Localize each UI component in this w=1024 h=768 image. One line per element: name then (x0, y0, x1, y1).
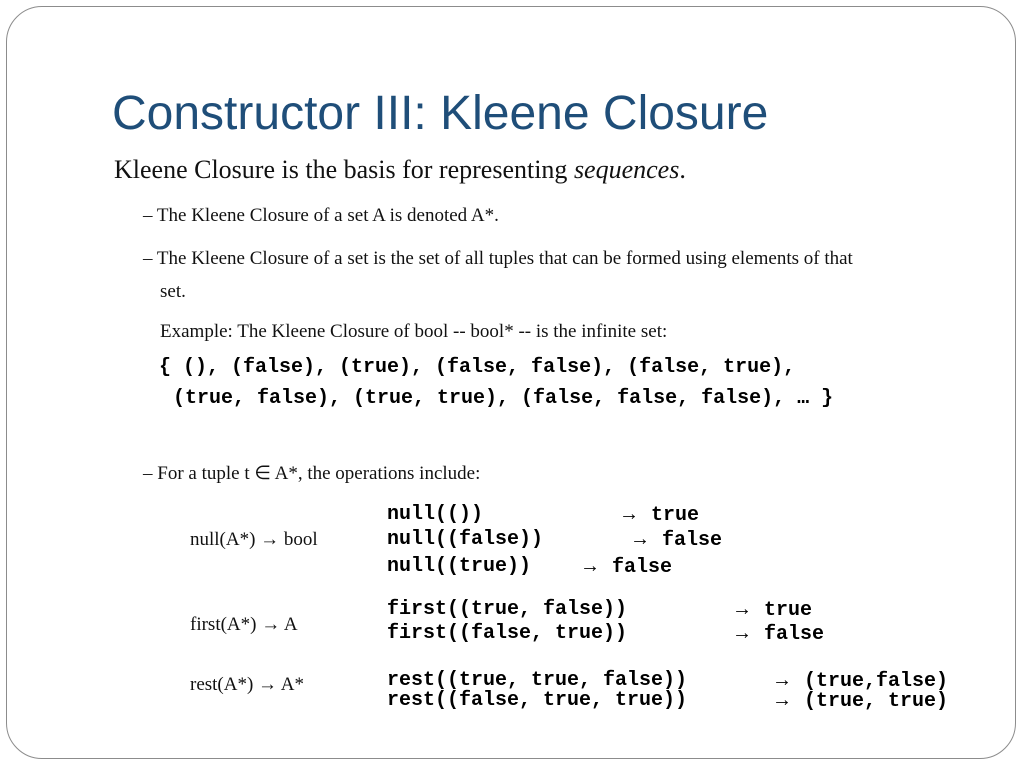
arrow-icon: → (772, 669, 792, 691)
example-rest-expr-2: rest((false, true, true)) (387, 689, 688, 712)
example-null-result-3 (580, 555, 672, 579)
example-rest-result-2 (772, 689, 948, 713)
example-null-expr-2: null((false)) (387, 528, 544, 551)
bullet-definition: – The Kleene Closure of a set is the set of all tuples that can be formed using elements of that (143, 248, 853, 269)
arrow-icon: → (630, 528, 650, 550)
example-first-value-1: true (764, 599, 813, 622)
example-null-expr-1: null(()) (387, 503, 484, 526)
bullet-denotation: – The Kleene Closure of a set A is denoted A*. (143, 205, 499, 226)
lead-text-emphasis: sequences (573, 155, 680, 184)
example-set-line-2: (true, false), (true, true), (false, false, false), … } (173, 387, 834, 410)
example-null-expr-3: null((true)) (387, 555, 532, 578)
bullet-operations: – For a tuple t ∈ A*, the operations include: (143, 463, 481, 484)
example-rest-value-2: (true, true) (804, 690, 949, 713)
example-null-result-1 (619, 503, 699, 527)
arrow-icon: → (619, 503, 639, 525)
arrow-icon: → (732, 622, 752, 644)
arrow-icon: → (772, 689, 792, 711)
signature-rest: rest(A*) → A* (190, 674, 304, 695)
arrow-icon: → (732, 598, 752, 620)
lead-text (114, 155, 686, 185)
example-first-value-2: false (764, 623, 825, 646)
lead-text-end: . (679, 155, 686, 184)
example-first-expr-1: first((true, false)) (387, 598, 628, 621)
example-null-value-1: true (651, 504, 700, 527)
example-null-value-3: false (612, 556, 673, 579)
example-null-result-2 (630, 528, 722, 552)
example-rest-expr-1: rest((true, true, false)) (387, 669, 688, 692)
slide-title: Constructor III: Kleene Closure (112, 87, 769, 140)
example-first-result-1 (732, 598, 812, 622)
example-set-line-1: { (), (false), (true), (false, false), (false, true), (159, 356, 796, 379)
example-null-value-2: false (662, 529, 723, 552)
example-first-result-2 (732, 622, 824, 646)
lead-text-main: Kleene Closure is the basis for representing (114, 155, 574, 184)
signature-null: null(A*) → bool (190, 529, 318, 550)
arrow-icon: → (580, 555, 600, 577)
signature-first: first(A*) → A (190, 614, 298, 635)
example-first-expr-2: first((false, true)) (387, 622, 628, 645)
example-text: Example: The Kleene Closure of bool -- bool* -- is the infinite set: (160, 321, 668, 342)
bullet-definition-continued: set. (160, 281, 186, 302)
example-rest-value-1: (true,false) (804, 670, 949, 693)
